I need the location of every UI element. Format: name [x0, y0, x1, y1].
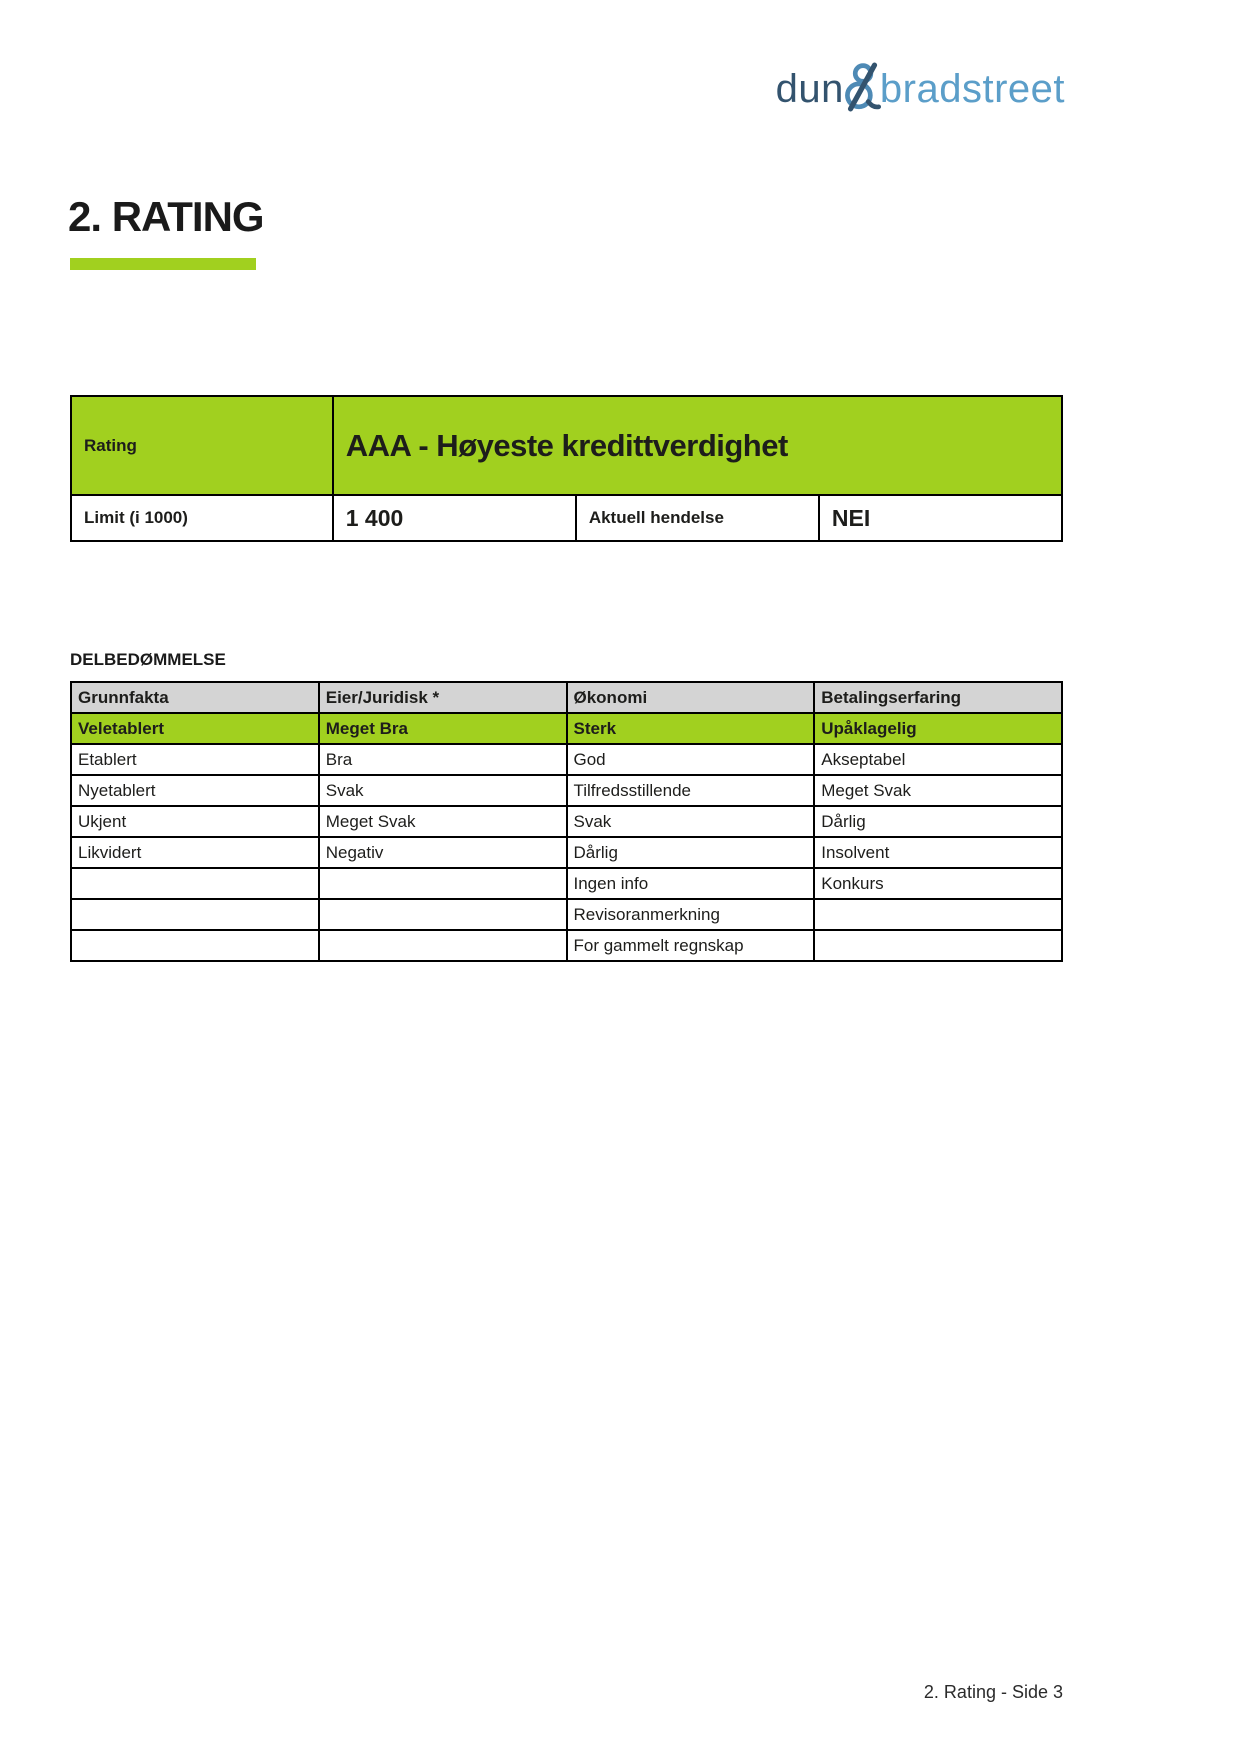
- table-cell: Negativ: [319, 837, 567, 868]
- delbedommelse-title: DELBEDØMMELSE: [70, 650, 226, 669]
- table-cell: [814, 899, 1062, 930]
- page-title: 2. RATING: [68, 193, 264, 240]
- rating-label: Rating: [71, 396, 333, 495]
- table-cell: [71, 868, 319, 899]
- table-cell: [71, 930, 319, 961]
- table-row: [71, 775, 1062, 806]
- table-cell: Etablert: [71, 744, 319, 775]
- table-cell: [71, 899, 319, 930]
- table-cell: Meget Svak: [814, 775, 1062, 806]
- table-cell: Meget Svak: [319, 806, 567, 837]
- table-cell: Bra: [319, 744, 567, 775]
- current-event-value: NEI: [819, 495, 1062, 541]
- limit-value: 1 400: [333, 495, 576, 541]
- table-cell: Dårlig: [567, 837, 815, 868]
- title-accent-bar: [70, 258, 256, 270]
- rating-table: [70, 395, 1063, 542]
- current-event-label: Aktuell hendelse: [576, 495, 819, 541]
- limit-row: [71, 495, 1062, 541]
- table-cell: Svak: [319, 775, 567, 806]
- table-row: [71, 930, 1062, 961]
- table-cell: Ingen info: [567, 868, 815, 899]
- table-cell: Insolvent: [814, 837, 1062, 868]
- table-cell: For gammelt regnskap: [567, 930, 815, 961]
- selected-rating-cell: Upåklagelig: [814, 713, 1062, 744]
- logo-text-bradstreet: bradstreet: [879, 67, 1065, 111]
- table-row: [71, 744, 1062, 775]
- selected-rating-cell: Sterk: [567, 713, 815, 744]
- column-header: Eier/Juridisk *: [319, 682, 567, 713]
- column-header: Grunnfakta: [71, 682, 319, 713]
- ampersand-icon: [843, 62, 881, 112]
- table-cell: Dårlig: [814, 806, 1062, 837]
- table-cell: Konkurs: [814, 868, 1062, 899]
- selected-rating-cell: Meget Bra: [319, 713, 567, 744]
- limit-label: Limit (i 1000): [71, 495, 333, 541]
- column-header: Betalingserfaring: [814, 682, 1062, 713]
- selected-rating-row: [71, 713, 1062, 744]
- table-row: [71, 868, 1062, 899]
- table-cell: Svak: [567, 806, 815, 837]
- rating-row: [71, 396, 1062, 495]
- selected-rating-cell: Veletablert: [71, 713, 319, 744]
- table-cell: Akseptabel: [814, 744, 1062, 775]
- table-cell: [814, 930, 1062, 961]
- table-cell: [319, 899, 567, 930]
- table-cell: Likvidert: [71, 837, 319, 868]
- table-row: [71, 806, 1062, 837]
- header-row: [71, 682, 1062, 713]
- table-cell: [319, 868, 567, 899]
- table-cell: Revisoranmerkning: [567, 899, 815, 930]
- delbedommelse-table: [70, 681, 1063, 962]
- table-cell: [319, 930, 567, 961]
- page-footer: 2. Rating - Side 3: [923, 1682, 1063, 1702]
- logo-text-dun: dun: [775, 67, 844, 111]
- table-cell: Tilfredsstillende: [567, 775, 815, 806]
- dun-bradstreet-logo: [776, 62, 1065, 116]
- table-cell: God: [567, 744, 815, 775]
- table-cell: Nyetablert: [71, 775, 319, 806]
- column-header: Økonomi: [567, 682, 815, 713]
- table-cell: Ukjent: [71, 806, 319, 837]
- table-row: [71, 837, 1062, 868]
- rating-value: AAA - Høyeste kredittverdighet: [333, 396, 1062, 495]
- table-row: [71, 899, 1062, 930]
